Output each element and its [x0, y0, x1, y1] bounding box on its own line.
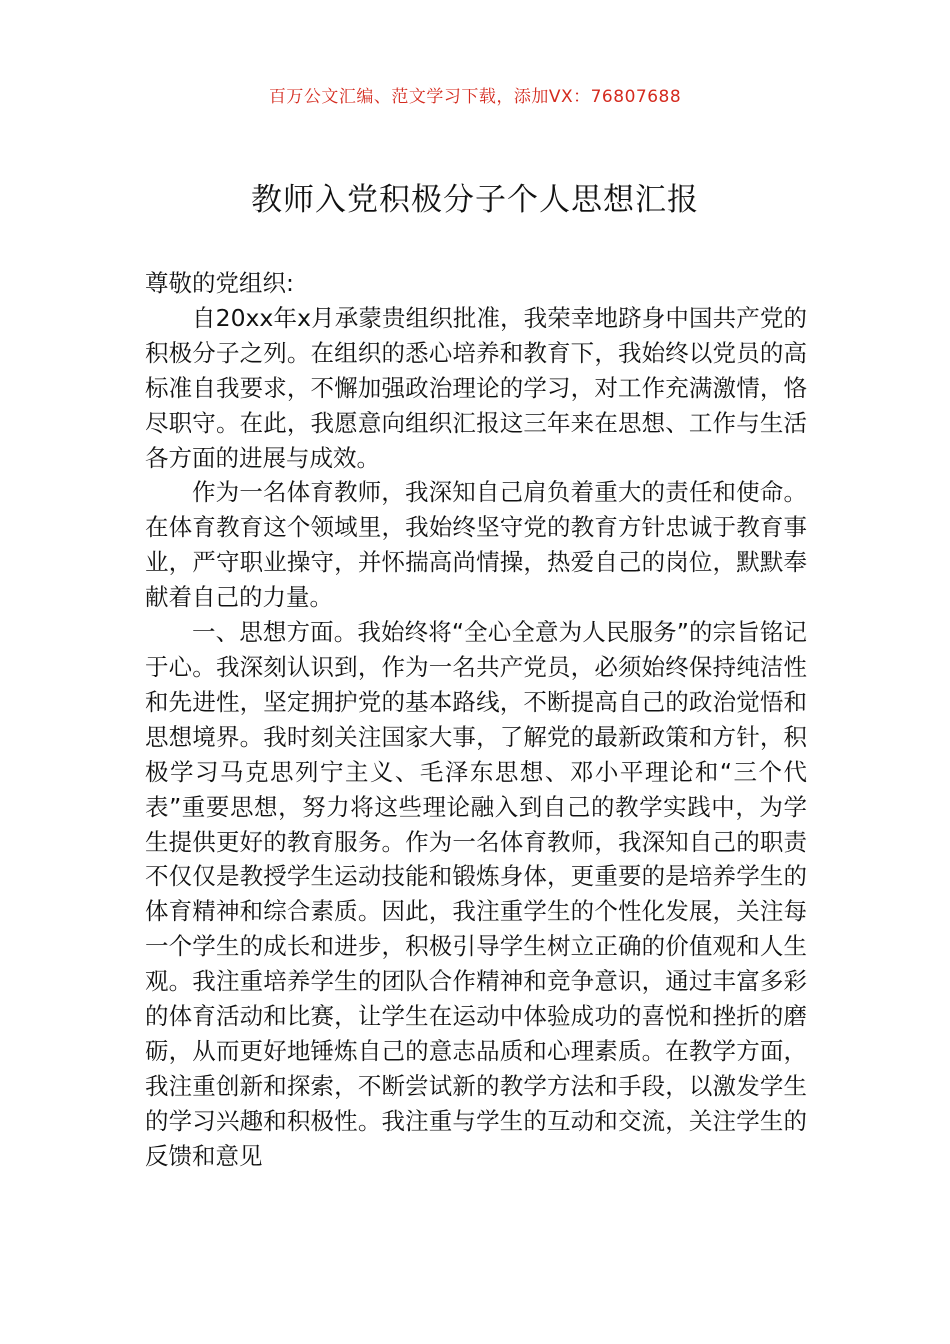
document-body: [145, 266, 807, 1174]
document-title: 教师入党积极分子个人思想汇报: [251, 182, 699, 218]
watermark-banner: 百万公文汇编、范文学习下载，添加VX：76807688: [268, 87, 682, 107]
paragraph-role: 作为一名体育教师，我深知自己肩负着重大的责任和使命。在体育教育这个领域里，我始终坚守党的教育方针忠诚于教育事业，严守职业操守，并怀揣高尚情操，热爱自己的岗位，默默奉献着自己的力量。: [145, 478, 807, 612]
paragraph-intro: 自20xx年x月承蒙贵组织批准，我荣幸地跻身中国共产党的积极分子之列。在组织的悉心培养和教育下，我始终以党员的高标准自我要求，不懈加强政治理论的学习，对工作充满激情，恪尽职守。在此，我愿意向组织汇报这三年来在思想、工作与生活各方面的进展与成效。: [145, 303, 807, 472]
salutation: 尊敬的党组织:: [145, 269, 294, 297]
paragraph-thought: 一、思想方面。我始终将“全心全意为人民服务”的宗旨铭记于心。我深刻认识到，作为一名共产党员，必须始终保持纯洁性和先进性，坚定拥护党的基本路线，不断提高自己的政治觉悟和思想境界。我时刻关注国家大事，了解党的最新政策和方针，积极学习马克思列宁主义、毛泽东思想、邓小平理论和“三个代表”重要思想，努力将这些理论融入到自己的教学实践中，为学生提供更好的教育服务。作为一名体育教师，我深知自己的职责不仅仅是教授学生运动技能和锻炼身体，更重要的是培养学生的体育精神和综合素质。因此，我注重学生的个性化发展，关注每一个学生的成长和进步，积极引导学生树立正确的价值观和人生观。我注重培养学生的团队合作精神和竞争意识，通过丰富多彩的体育活动和比赛，让学生在运动中体验成功的喜悦和挫折的磨砺，从而更好地锤炼自己的意志品质和心理素质。在教学方面，我注重创新和探索，不断尝试新的教学方法和手段，以激发学生的学习兴趣和积极性。我注重与学生的互动和交流，关注学生的反馈和意见: [145, 618, 807, 1170]
